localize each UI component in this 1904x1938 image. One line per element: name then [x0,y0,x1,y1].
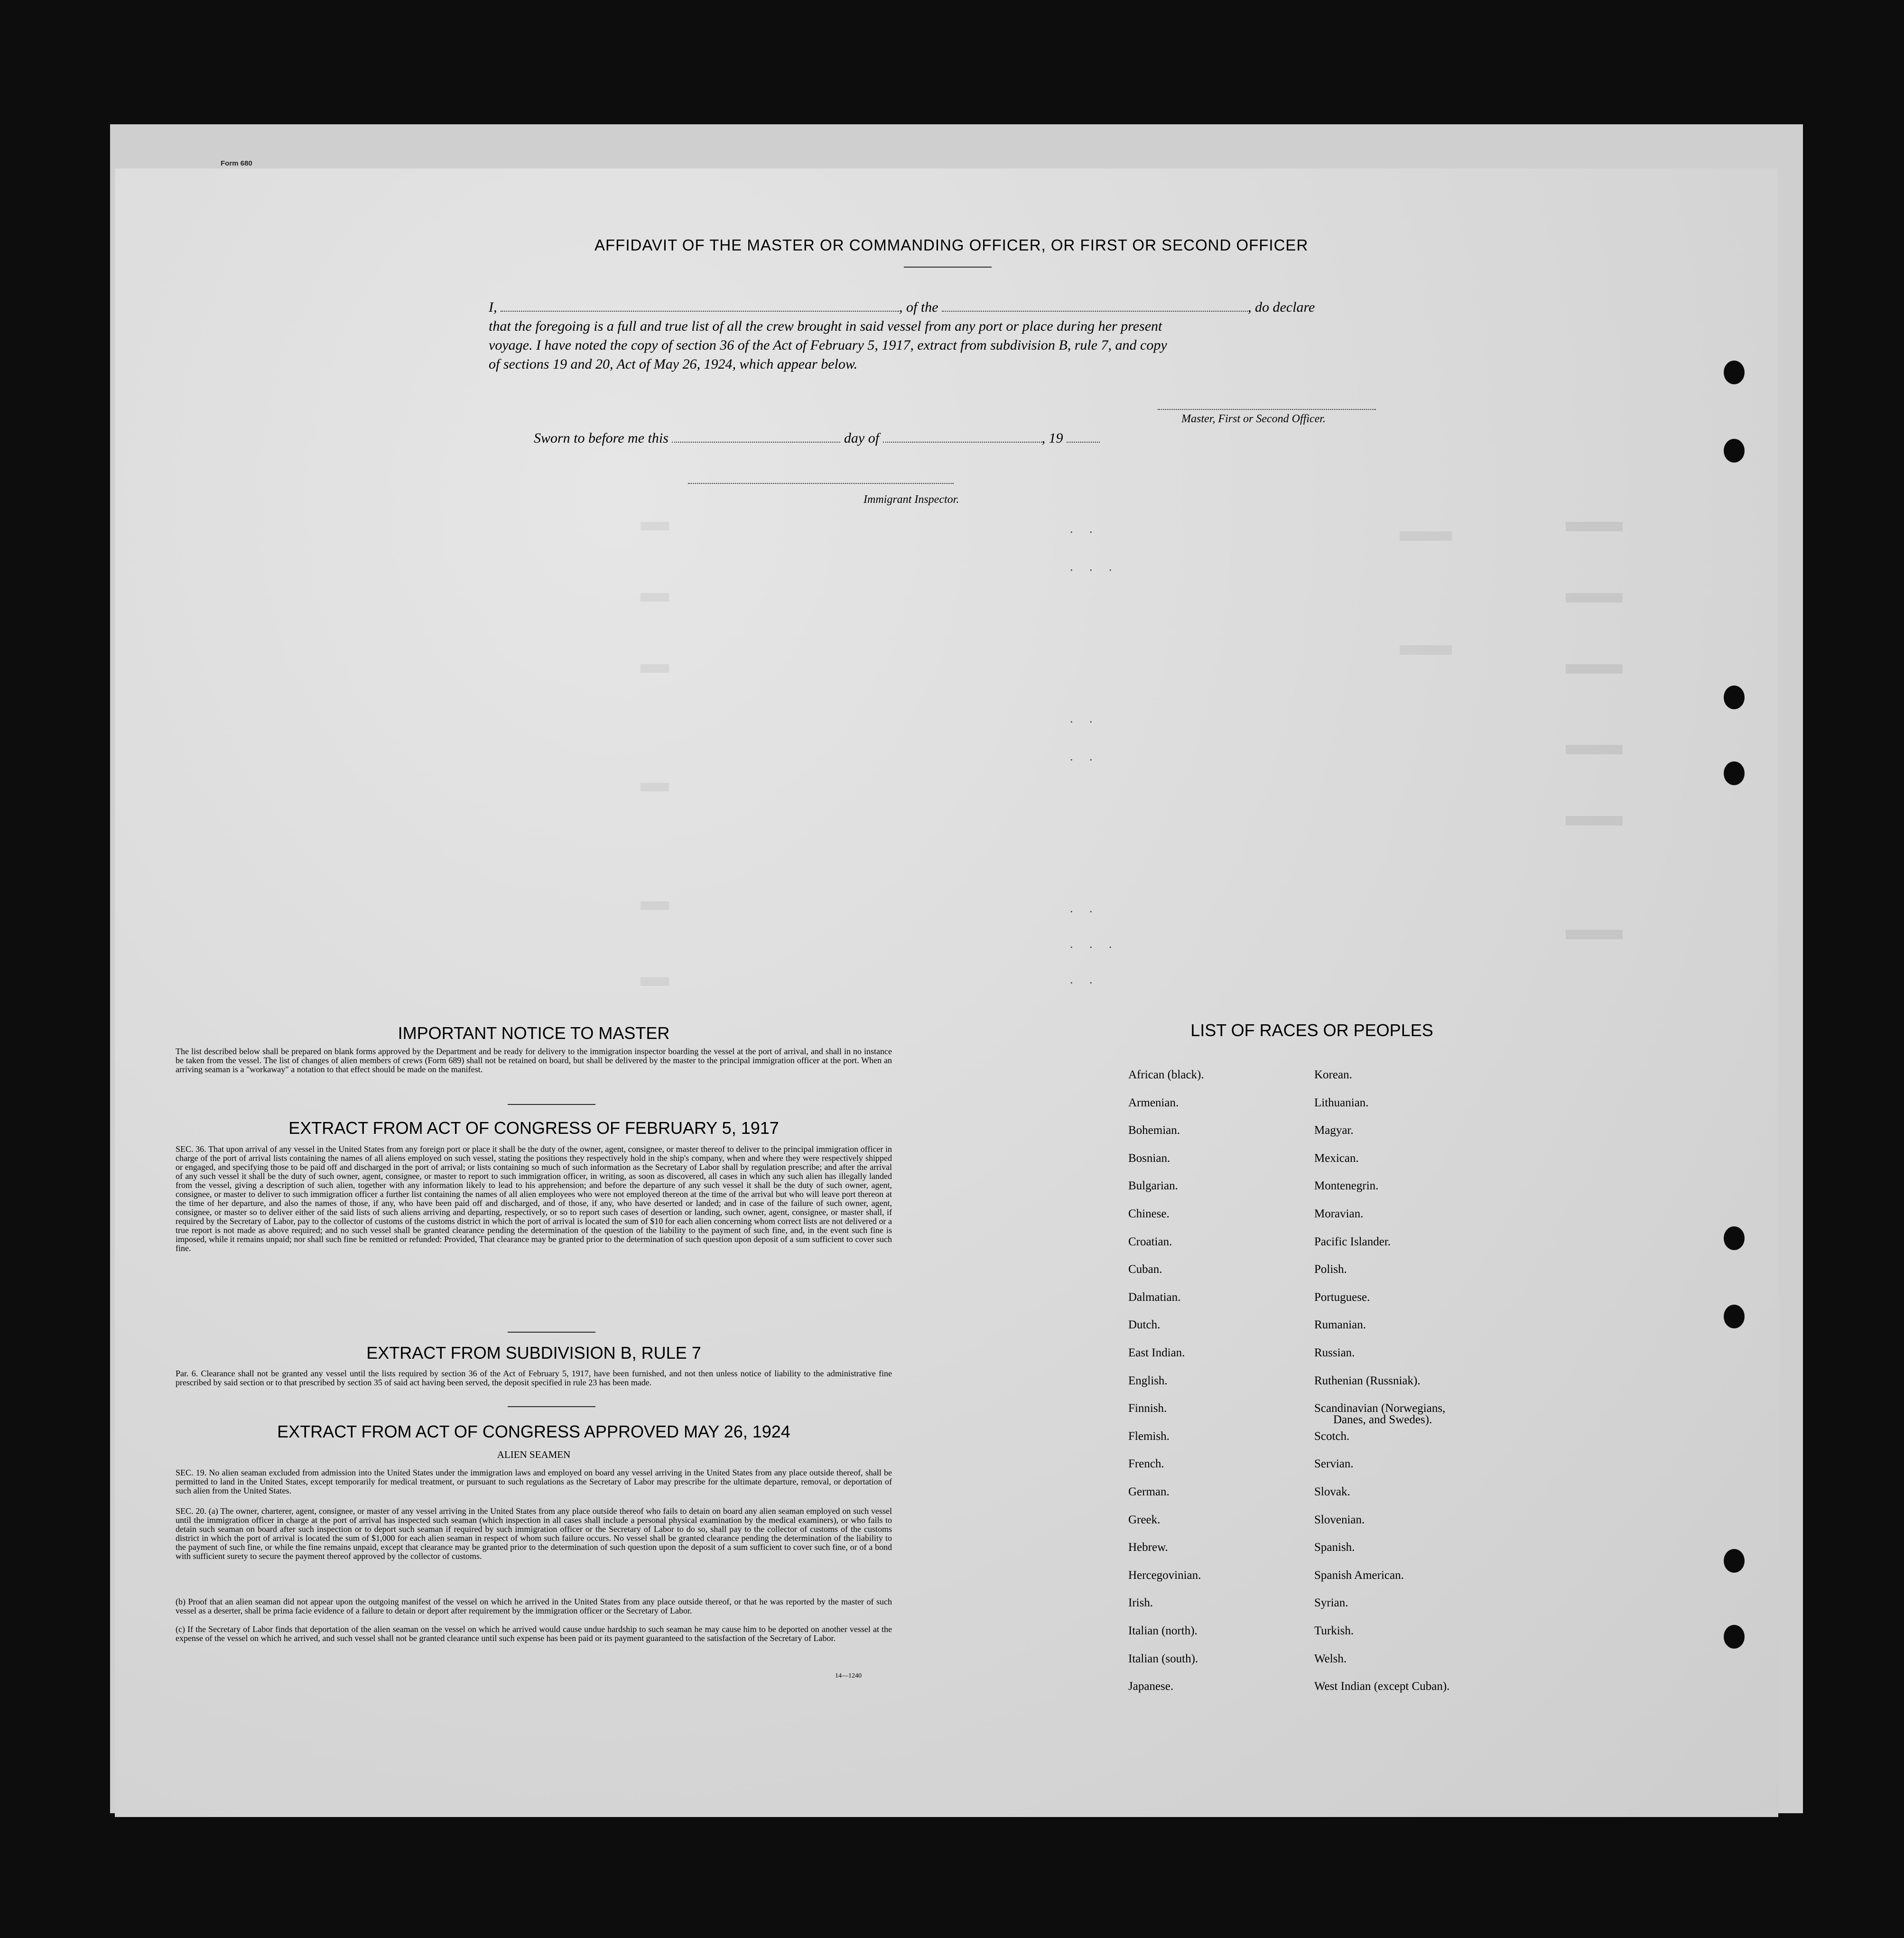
race-item: Turkish. [1314,1624,1354,1637]
race-item: Hercegovinian. [1128,1568,1201,1582]
race-item: East Indian. [1128,1346,1185,1359]
bleed-through-row [1566,816,1623,825]
punch-hole [1724,1226,1745,1250]
inspector-signature-field[interactable] [688,483,954,484]
dot-leader: . . [1070,750,1099,763]
race-item: Flemish. [1128,1429,1170,1443]
divider [904,267,992,268]
punch-hole [1724,1625,1745,1649]
race-item: Portuguese. [1314,1290,1370,1304]
dot-leader: . . [1070,901,1099,915]
affidavit-line1-b: , of the [899,299,938,315]
race-item: Chinese. [1128,1207,1170,1220]
race-item: Bosnian. [1128,1151,1170,1165]
race-item: Hebrew. [1128,1541,1168,1554]
race-item: French. [1128,1457,1164,1471]
race-item: Moravian. [1314,1207,1364,1220]
extract-1917-text: SEC. 36. That upon arrival of any vessel in the United States from any foreign port or place it shall be the duty of the owner, agent, consignee, or master thereof to deliver to the principal immigration officer in charge of the port of arrival lists containing the names of all aliens employed on such vessel, stating the positions they respectively hold in the ship's company, when and where they were respectively shipped or engaged, and specifying those to be paid off and discharged in the port of arrival; or lists containing so much of such information as the Secretary of Labor shall by regulation prescribe; and after the arrival of any such vessel it shall be the duty of such owner, agent, consignee, or master to report to such immigration officer, in writing, as soon as discovered, all cases in which any such alien has illegally landed from the vessel, giving a description of such alien, together with any information likely to lead to his apprehension; and before the departure of any such vessel it shall be the duty of such owner, agent, consignee, or master to deliver to such immigration officer a further list containing the names of all alien employees who were not employed thereon at the time of the arrival but who will leave port thereon at the time of her departure, and also the names of those, if any, who have been paid off and discharged, and of those, if any, who have deserted or landed; and in case of the failure of such owner, agent, consignee, or master so to deliver either of the said lists of such aliens arriving and departing, respectively, or so to report such cases of desertion or landing, such owner, agent, consignee, or master shall, if required by the Secretary of Labor, pay to the collector of customs of the customs district in which the port of arrival is located the sum of $10 for each alien concerning whom correct lists are not delivered or a true report is not made as above required; and no such vessel shall be granted clearance pending the determination of the question of the liability to the payment of such fine, and, in the event such fine is imposed, while it remains unpaid; nor shall such fine be remitted or refunded: Provided, That clearance may be granted prior to the determination of such question upon deposit of a sum sufficient to cover such fine. [176,1144,892,1253]
punch-hole [1724,439,1745,463]
notice-text: The list described below shall be prepared on blank forms approved by the Department and be ready for delivery to the immigration inspector boarding the vessel at the port of arrival, and shall in no instance be taken from the vessel. The list of changes of alien members of crews (Form 689) shall not be retained on board, but shall be delivered by the master to the principal immigration officer at the port. When an arriving seaman is a "workaway" a notation to that effect should be made on the manifest. [176,1047,892,1074]
punch-hole [1724,1549,1745,1573]
extract-1924-subtitle: ALIEN SEAMEN [497,1449,571,1460]
bleed-through-row [641,977,669,986]
affidavit-line-2: that the foregoing is a full and true list of all the crew brought in said vessel from any port or place during her present [489,318,1162,334]
affidavit-line-3: voyage. I have noted the copy of section 36 of the Act of February 5, 1917, extract from subdivision B, rule 7, and copy [489,337,1167,353]
race-item: Spanish American. [1314,1568,1404,1582]
race-item: Dutch. [1128,1318,1161,1332]
bleed-through-row [641,522,669,530]
race-item: Servian. [1314,1457,1354,1471]
race-item: Italian (south). [1128,1652,1198,1665]
race-item: Bohemian. [1128,1124,1180,1137]
race-item: Welsh. [1314,1652,1347,1665]
master-signature-field[interactable] [1158,409,1376,410]
dot-leader: . . . [1070,560,1119,574]
divider [508,1332,595,1333]
divider [508,1104,595,1105]
race-item: Croatian. [1128,1235,1172,1248]
race-item: Armenian. [1128,1096,1179,1109]
divider [508,1406,595,1407]
race-item: Mexican. [1314,1151,1359,1165]
punch-hole [1724,1305,1745,1328]
race-item: Polish. [1314,1263,1347,1276]
sec20c-text: (c) If the Secretary of Labor finds that deportation of the alien seaman on the vessel on which he arrived would cause undue hardship to such seaman he may cause him to be deported on another vessel at the expense of the vessel on which he arrived, and such vessel shall not be granted clearance until such expense has been paid or its payment guaranteed to the satisfaction of the Secretary of Labor. [176,1624,892,1643]
race-item: Rumanian. [1314,1318,1366,1332]
name-field[interactable] [501,311,899,312]
affidavit-line1-c: , do declare [1248,299,1315,315]
punch-hole [1724,361,1745,384]
bleed-through-row [1400,531,1452,541]
form-sheet [115,168,1778,1817]
extract-1924-title: EXTRACT FROM ACT OF CONGRESS APPROVED MAY 26, 1924 [277,1422,790,1441]
dot-leader: . . . [1070,937,1119,951]
race-item: Pacific Islander. [1314,1235,1391,1248]
races-title: LIST OF RACES OR PEOPLES [1190,1020,1433,1040]
bleed-through-row [1566,664,1623,674]
race-item: Slovak. [1314,1485,1350,1498]
sec20a-text: SEC. 20. (a) The owner, charterer, agent, consignee, or master of any vessel arriving in the United States from any place outside thereof who fails to detain on board any alien seaman employed on such vessel until the immigration officer in charge at the port of arrival has inspected such seaman (which inspection in all cases shall include a personal physical examination by the medical examiners), or who fails to detain such seaman on board after such inspection or to deport such seaman if required by such immigration officer or the Secretary of Labor to do so, shall pay to the collector of customs of the customs district in which the port of arrival is located the sum of $1,000 for each alien seaman in respect of whom such failure occurs. No vessel shall be granted clearance pending the determination of the liability to the payment of such fine, or while the fine remains unpaid, except that clearance may be granted prior to the determination of such question upon the deposit of a sum sufficient to cover such fine, or of a bond with sufficient surety to secure the payment thereof approved by the collector of customs. [176,1506,892,1561]
sworn-day-field[interactable] [672,442,840,443]
race-item: Greek. [1128,1513,1161,1526]
race-item: Magyar. [1314,1124,1354,1137]
notice-title: IMPORTANT NOTICE TO MASTER [398,1023,670,1043]
affidavit-title: AFFIDAVIT OF THE MASTER OR COMMANDING OFFICER, OR FIRST OR SECOND OFFICER [594,236,1309,254]
affidavit-line-4: of sections 19 and 20, Act of May 26, 1924, which appear below. [489,356,858,372]
race-item: Japanese. [1128,1680,1174,1693]
bleed-through-row [1566,522,1623,531]
sworn-c: , 19 [1041,430,1063,446]
dot-leader: . . [1070,522,1099,536]
race-item: Montenegrin. [1314,1179,1379,1193]
race-item: Scandinavian (Norwegians, [1314,1402,1446,1415]
bleed-through-row [641,783,669,791]
affidavit-line1-a: I, [489,299,497,315]
race-item: Korean. [1314,1068,1352,1081]
race-item: West Indian (except Cuban). [1314,1680,1450,1693]
race-item: Bulgarian. [1128,1179,1178,1193]
punch-hole [1724,761,1745,785]
race-item: Syrian. [1314,1596,1348,1610]
sworn-month-field[interactable] [883,442,1042,443]
race-item: Ruthenian (Russniak). [1314,1374,1421,1387]
sec19-text: SEC. 19. No alien seaman excluded from admission into the United States under the immigration laws and employed on board any vessel arriving in the United States from any place outside thereof, shall be permitted to land in the United States, except temporarily for medical treatment, or pursuant to such regulations as the Secretary of Labor may prescribe for the ultimate departure, removal, or deportation of such alien from the United States. [176,1468,892,1495]
bleed-through-row [641,901,669,910]
bleed-through-row [1566,930,1623,939]
affidavit-line-1 [489,298,1409,317]
race-item: German. [1128,1485,1170,1498]
dot-leader: . . [1070,973,1099,986]
race-item: Russian. [1314,1346,1355,1359]
race-item: Irish. [1128,1596,1153,1610]
punch-hole [1724,686,1745,709]
race-item: Cuban. [1128,1263,1162,1276]
extract-1917-title: EXTRACT FROM ACT OF CONGRESS OF FEBRUARY 5, 1917 [288,1118,779,1138]
race-item: Slovenian. [1314,1513,1365,1526]
master-signature-label: Master, First or Second Officer. [1181,413,1326,425]
sworn-b: day of [844,430,880,446]
bleed-through-row [1566,593,1623,603]
race-item: Scotch. [1314,1429,1350,1443]
bleed-through-row [1566,745,1623,754]
vessel-field[interactable] [942,311,1248,312]
inspector-label: Immigrant Inspector. [864,493,959,506]
race-item: Italian (north). [1128,1624,1198,1637]
race-item: Lithuanian. [1314,1096,1369,1109]
race-item: Spanish. [1314,1541,1355,1554]
sworn-a: Sworn to before me this [534,430,669,446]
affidavit-text [489,298,1409,374]
bleed-through-row [1400,645,1452,655]
sworn-year-field[interactable] [1067,442,1100,443]
race-item: English. [1128,1374,1168,1387]
bleed-through-row [641,664,669,673]
extract-rule7-title: EXTRACT FROM SUBDIVISION B, RULE 7 [366,1343,701,1363]
race-item: Finnish. [1128,1402,1167,1415]
race-item: African (black). [1128,1068,1204,1081]
print-code: 14—1240 [835,1672,862,1679]
form-number: Form 680 [221,159,252,167]
sec20b-text: (b) Proof that an alien seaman did not appear upon the outgoing manifest of the vessel on which he arrived in the United States from any place outside thereof, or that he was reported by the master of such vessel as a deserter, shall be prima facie evidence of a failure to detain or deport after requirement by the immigration officer or the Secretary of Labor. [176,1597,892,1615]
sworn-line [534,430,1100,446]
extract-rule7-text: Par. 6. Clearance shall not be granted any vessel until the lists required by section 36 of the Act of February 5, 1917, have been furnished, and not then unless notice of liability to the administrative fine prescribed by said section or to that prescribed by section 35 of said act having been served, the deposit specified in rule 23 has been made. [176,1369,892,1387]
dot-leader: . . [1070,712,1099,725]
bleed-through-row [641,593,669,602]
race-item: Dalmatian. [1128,1290,1181,1304]
race-item-continuation: Danes, and Swedes). [1333,1413,1432,1427]
